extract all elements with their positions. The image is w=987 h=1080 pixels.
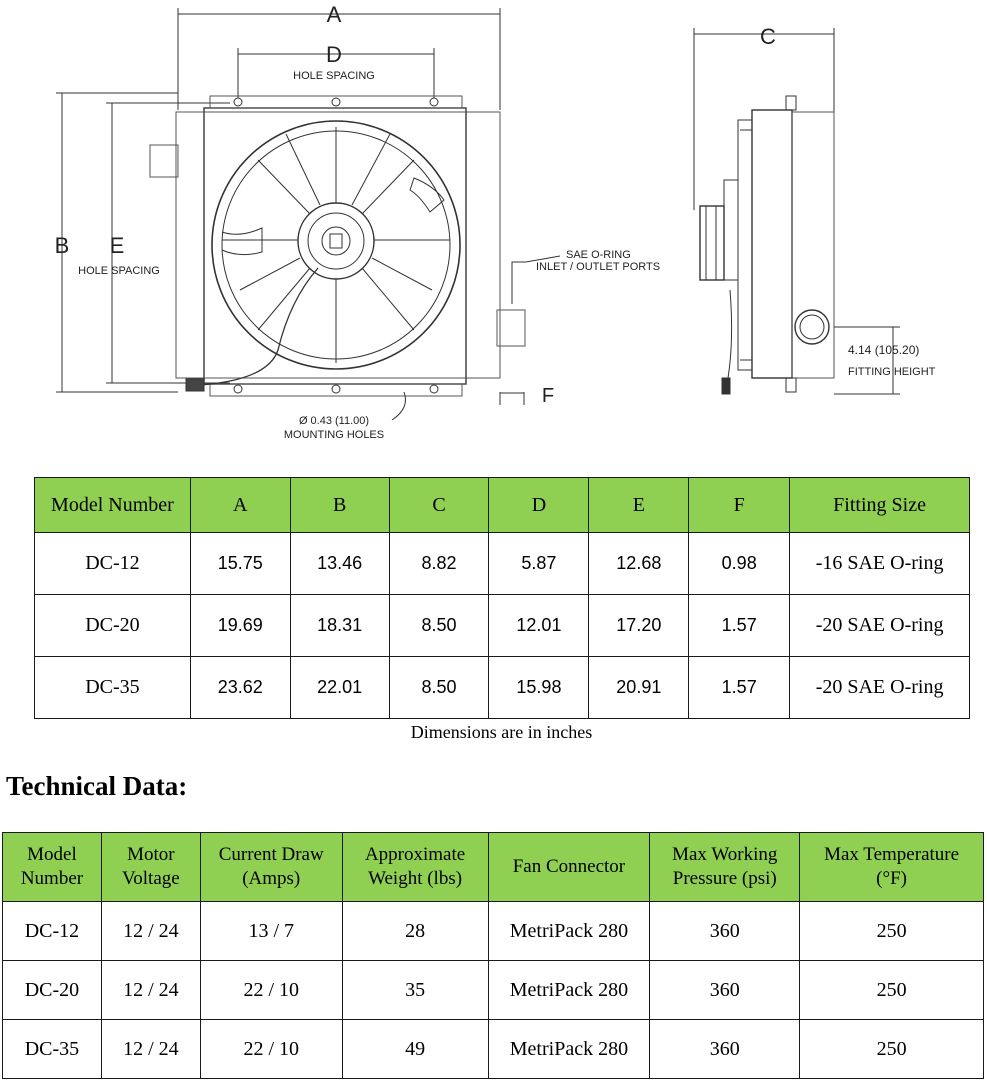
table-cell: 22 / 10: [200, 1020, 342, 1079]
table-cell: -20 SAE O-ring: [790, 657, 970, 719]
table-cell: 8.50: [389, 595, 489, 657]
header-current-draw: Current Draw (Amps): [200, 833, 342, 902]
table-cell: 22.01: [290, 657, 389, 719]
header-max-temperature: Max Temperature (°F): [800, 833, 984, 902]
table-cell: 19.69: [190, 595, 290, 657]
dimensions-caption: Dimensions are in inches: [410, 722, 593, 742]
table-cell: MetriPack 280: [488, 902, 650, 961]
table-cell: DC-35: [35, 657, 191, 719]
table-cell: DC-20: [3, 961, 102, 1020]
port-label-line2: INLET / OUTLET PORTS: [536, 261, 661, 273]
table-row: [3, 902, 984, 961]
table-cell: 12.68: [589, 533, 689, 595]
header-fan-connector: Fan Connector: [488, 833, 650, 902]
header-model-number: Model Number: [35, 478, 191, 533]
table-cell: MetriPack 280: [488, 1020, 650, 1079]
table-cell: 8.50: [389, 657, 489, 719]
table-cell: 18.31: [290, 595, 389, 657]
table-cell: 250: [800, 1020, 984, 1079]
header-approximate-weight: Approximate Weight (lbs): [342, 833, 488, 902]
table-cell: 250: [800, 961, 984, 1020]
dim-label-f: F: [541, 385, 555, 407]
table-cell: -20 SAE O-ring: [790, 595, 970, 657]
table-cell: 12 / 24: [101, 902, 200, 961]
header-b: B: [290, 478, 389, 533]
table-cell: DC-35: [3, 1020, 102, 1079]
table-row: [35, 657, 970, 719]
mounting-hole-label: MOUNTING HOLES: [283, 429, 385, 441]
dim-label-e: E: [109, 233, 125, 258]
port-label-line1: SAE O-RING: [566, 249, 631, 261]
table-row: [35, 595, 970, 657]
table-cell: 12.01: [489, 595, 589, 657]
header-a: A: [190, 478, 290, 533]
table-cell: 1.57: [689, 657, 790, 719]
table-cell: 1.57: [689, 595, 790, 657]
table-cell: 12 / 24: [101, 1020, 200, 1079]
table-cell: 17.20: [589, 595, 689, 657]
dim-label-a: A: [326, 2, 342, 27]
dim-label-b: B: [54, 233, 70, 258]
table-cell: 35: [342, 961, 488, 1020]
table-cell: 28: [342, 902, 488, 961]
table-cell: 15.98: [489, 657, 589, 719]
table-cell: 360: [650, 1020, 800, 1079]
hole-spacing-top-label: HOLE SPACING: [293, 70, 375, 82]
table-cell: 49: [342, 1020, 488, 1079]
table-cell: MetriPack 280: [488, 961, 650, 1020]
table-cell: 12 / 24: [101, 961, 200, 1020]
table-cell: 250: [800, 902, 984, 961]
table-cell: 360: [650, 902, 800, 961]
technical-drawing: [0, 0, 987, 460]
table-cell: 13 / 7: [200, 902, 342, 961]
dim-label-d: D: [326, 42, 342, 67]
header-max-working-pressure: Max Working Pressure (psi): [650, 833, 800, 902]
header-motor-voltage: Motor Voltage: [101, 833, 200, 902]
table-cell: 15.75: [190, 533, 290, 595]
header-d: D: [489, 478, 589, 533]
table-cell: 13.46: [290, 533, 389, 595]
table-cell: 23.62: [190, 657, 290, 719]
table-row: [3, 961, 984, 1020]
header-c: C: [389, 478, 489, 533]
table-cell: 0.98: [689, 533, 790, 595]
header-f: F: [689, 478, 790, 533]
hole-spacing-left-label: HOLE SPACING: [78, 265, 160, 277]
mounting-hole-size: Ø 0.43 (11.00): [298, 415, 370, 427]
header-model-number: Model Number: [3, 833, 102, 902]
table-cell: 20.91: [589, 657, 689, 719]
table-cell: 360: [650, 961, 800, 1020]
fitting-height-value: 4.14 (105.20): [848, 343, 920, 357]
table-row: [35, 533, 970, 595]
dim-label-c: C: [760, 24, 776, 49]
fitting-height-label: FITTING HEIGHT: [848, 366, 936, 378]
header-fitting-size: Fitting Size: [790, 478, 970, 533]
table-cell: 22 / 10: [200, 961, 342, 1020]
table-cell: DC-12: [35, 533, 191, 595]
table-cell: 8.82: [389, 533, 489, 595]
technical-data-title: Technical Data:: [6, 771, 188, 801]
table-cell: 5.87: [489, 533, 589, 595]
dimensions-header-row: [35, 478, 970, 533]
table-row: [3, 1020, 984, 1079]
header-e: E: [589, 478, 689, 533]
table-cell: DC-20: [35, 595, 191, 657]
technical-data-table: [2, 832, 984, 1079]
technical-header-row: [3, 833, 984, 902]
table-cell: DC-12: [3, 902, 102, 961]
dimensions-table: [34, 477, 970, 719]
table-cell: -16 SAE O-ring: [790, 533, 970, 595]
